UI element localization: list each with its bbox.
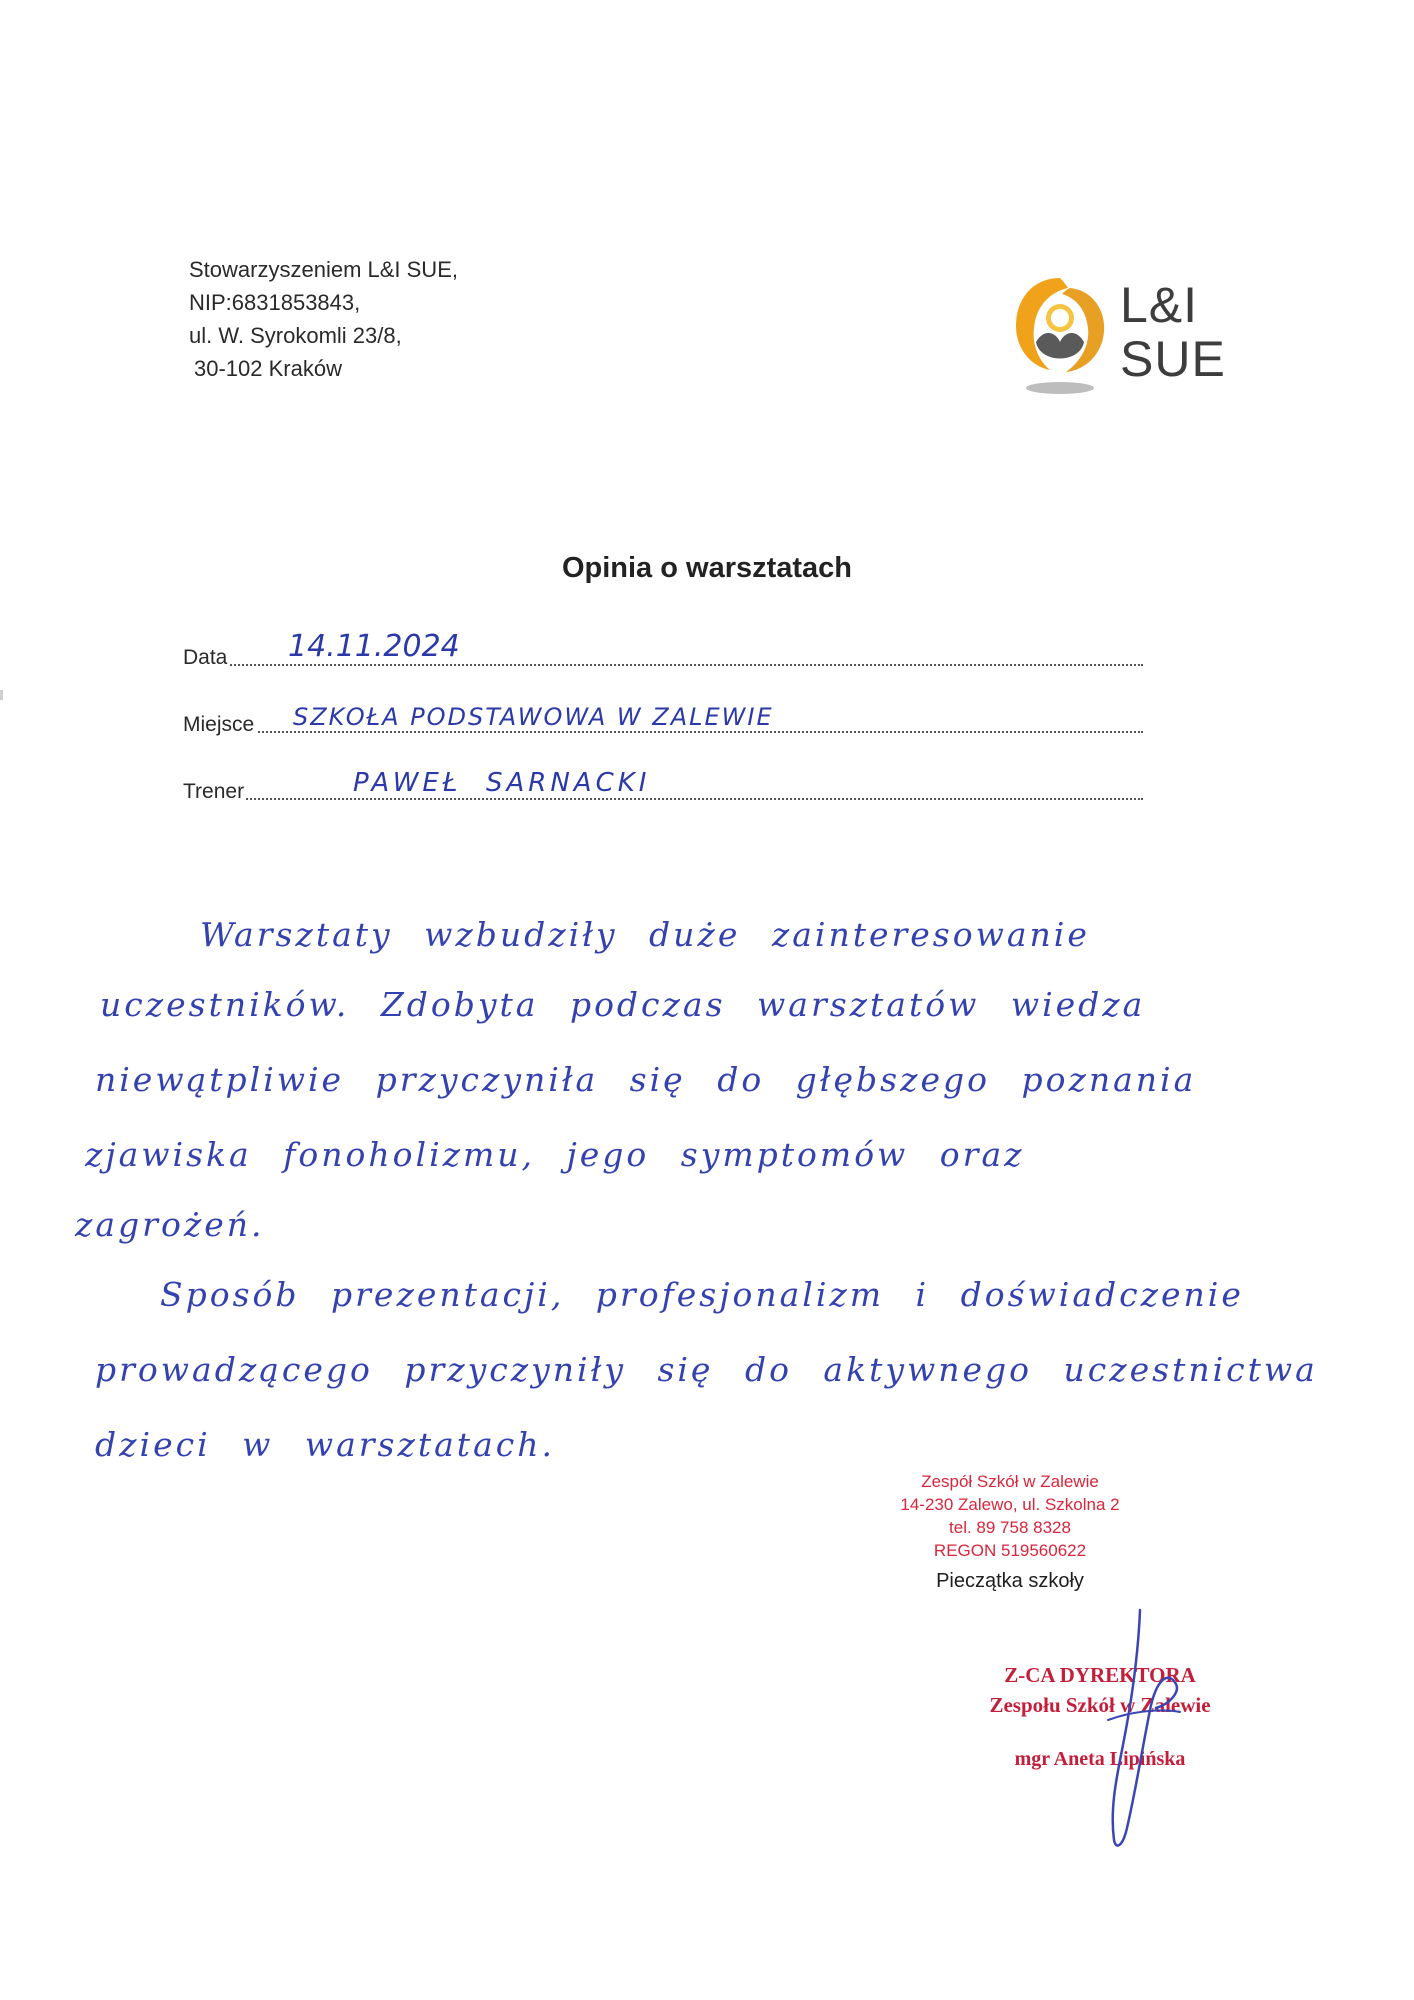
opinion-line: prowadzącego przyczyniły się do aktywnego uczestnictwa — [95, 1350, 1318, 1389]
date-field — [183, 630, 1143, 670]
signature-stamp-school: Zespołu Szkół w Zalewie — [989, 1693, 1211, 1717]
stamp-line: Zespół Szkół w Zalewie — [921, 1472, 1099, 1491]
sender-line: 30-102 Kraków — [194, 356, 342, 381]
date-value: 14.11.2024 — [288, 629, 460, 664]
opinion-line: zjawiska fonoholizmu, jego symptomów oraz — [85, 1135, 1025, 1174]
opinion-line: zagrożeń. — [75, 1205, 265, 1244]
place-label: Miejsce — [183, 713, 255, 736]
trainer-label: Trener — [183, 780, 245, 803]
sender-address — [189, 253, 458, 385]
trainer-field — [183, 764, 1143, 804]
opinion-line: Sposób prezentacji, profesjonalizm i doświadczenie — [160, 1275, 1244, 1314]
dotted-line — [183, 731, 1143, 733]
opinion-line: Warsztaty wzbudziły duże zainteresowanie — [200, 915, 1090, 954]
sender-line: Stowarzyszeniem L&I SUE, — [189, 257, 458, 282]
scan-mark — [0, 690, 3, 700]
sender-line: NIP:6831853843, — [189, 290, 361, 315]
date-label: Data — [183, 646, 228, 669]
school-stamp — [860, 1470, 1160, 1562]
opinion-line: dzieci w warsztatach. — [95, 1425, 555, 1464]
place-field — [183, 697, 1143, 737]
stamp-caption: Pieczątka szkoły — [936, 1570, 1084, 1592]
signature-stamp-title: Z-CA DYREKTORA — [1004, 1663, 1196, 1687]
stamp-line: tel. 89 758 8328 — [949, 1518, 1071, 1537]
opinion-line: niewątpliwie przyczyniła się do głębszego poznania — [95, 1060, 1197, 1099]
stamp-line: REGON 519560622 — [933, 1541, 1087, 1560]
handwritten-signature — [1030, 1600, 1230, 1860]
dotted-line — [183, 798, 1143, 800]
dotted-line — [183, 664, 1143, 666]
trainer-value: PAWEŁ SARNACKI — [353, 768, 651, 798]
signature-stamp-name: mgr Aneta Lipińska — [1014, 1748, 1186, 1770]
place-value: SZKOŁA PODSTAWOWA W ZALEWIE — [293, 703, 774, 731]
page-title: Opinia o warsztatach — [561, 552, 853, 584]
opinion-line: uczestników. Zdobyta podczas warsztatów wiedza — [100, 985, 1146, 1024]
stamp-line: 14-230 Zalewo, ul. Szkolna 2 — [900, 1495, 1120, 1514]
logo-text-line: SUE — [1120, 331, 1226, 387]
logo-emblem-icon — [1010, 270, 1120, 400]
li-sue-logo — [1010, 270, 1226, 400]
sender-line: ul. W. Syrokomli 23/8, — [189, 323, 402, 348]
logo-text-line: L&I — [1120, 277, 1199, 333]
